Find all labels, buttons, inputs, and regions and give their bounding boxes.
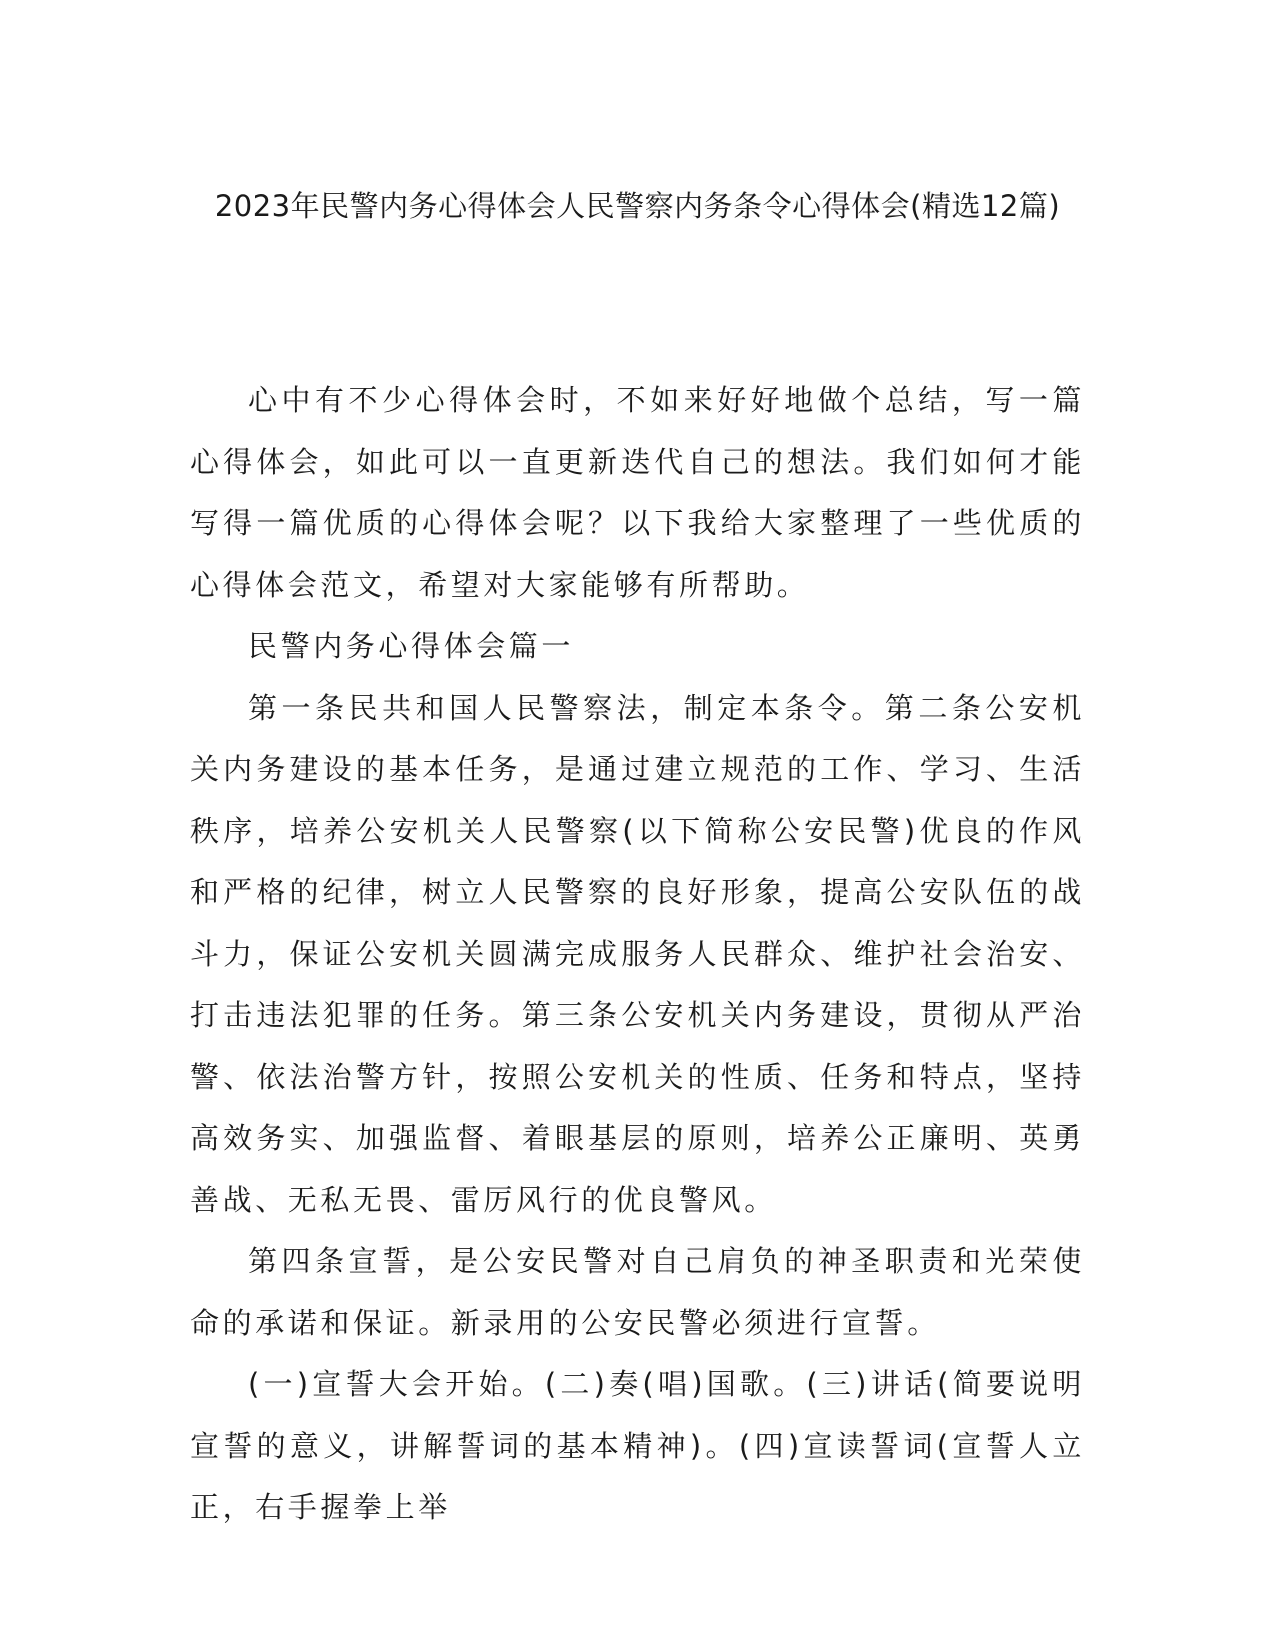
paragraph-oath-procedure: (一)宣誓大会开始。(二)奏(唱)国歌。(三)讲话(简要说明宣誓的意义，讲解誓词的基本精神)。(四)宣读誓词(宣誓人立正，右手握拳上举 xyxy=(190,1367,1085,1524)
paragraph-articles-1-3: 第一条民共和国人民警察法，制定本条令。第二条公安机关内务建设的基本任务，是通过建立规范的工作、学习、生活秩序，培养公安机关人民警察(以下简称公安民警)优良的作风和严格的纪律，树立人民警察的良好形象，提高公安队伍的战斗力，保证公安机关圆满完成服务人民群众、维护社会治安、打击违法犯罪的任务。第三条公安机关内务建设，贯彻从严治警、依法治警方针，按照公安机关的性质、任务和特点，坚持高效务实、加强监督、着眼基层的原则，培养公正廉明、英勇善战、无私无畏、雷厉风行的优良警风。 xyxy=(190,690,1085,1217)
paragraph-intro: 心中有不少心得体会时，不如来好好地做个总结，写一篇心得体会，如此可以一直更新迭代自己的想法。我们如何才能写得一篇优质的心得体会呢？以下我给大家整理了一些优质的心得体会范文，希望对大家能够有所帮助。 xyxy=(190,383,1085,602)
document-body xyxy=(190,370,1085,1539)
document-title: 2023年民警内务心得体会人民警察内务条令心得体会(精选12篇) xyxy=(214,189,1061,223)
section-heading: 民警内务心得体会篇一 xyxy=(248,629,575,663)
paragraph-article-4: 第四条宣誓，是公安民警对自己肩负的神圣职责和光荣使命的承诺和保证。新录用的公安民警必须进行宣誓。 xyxy=(190,1244,1085,1340)
